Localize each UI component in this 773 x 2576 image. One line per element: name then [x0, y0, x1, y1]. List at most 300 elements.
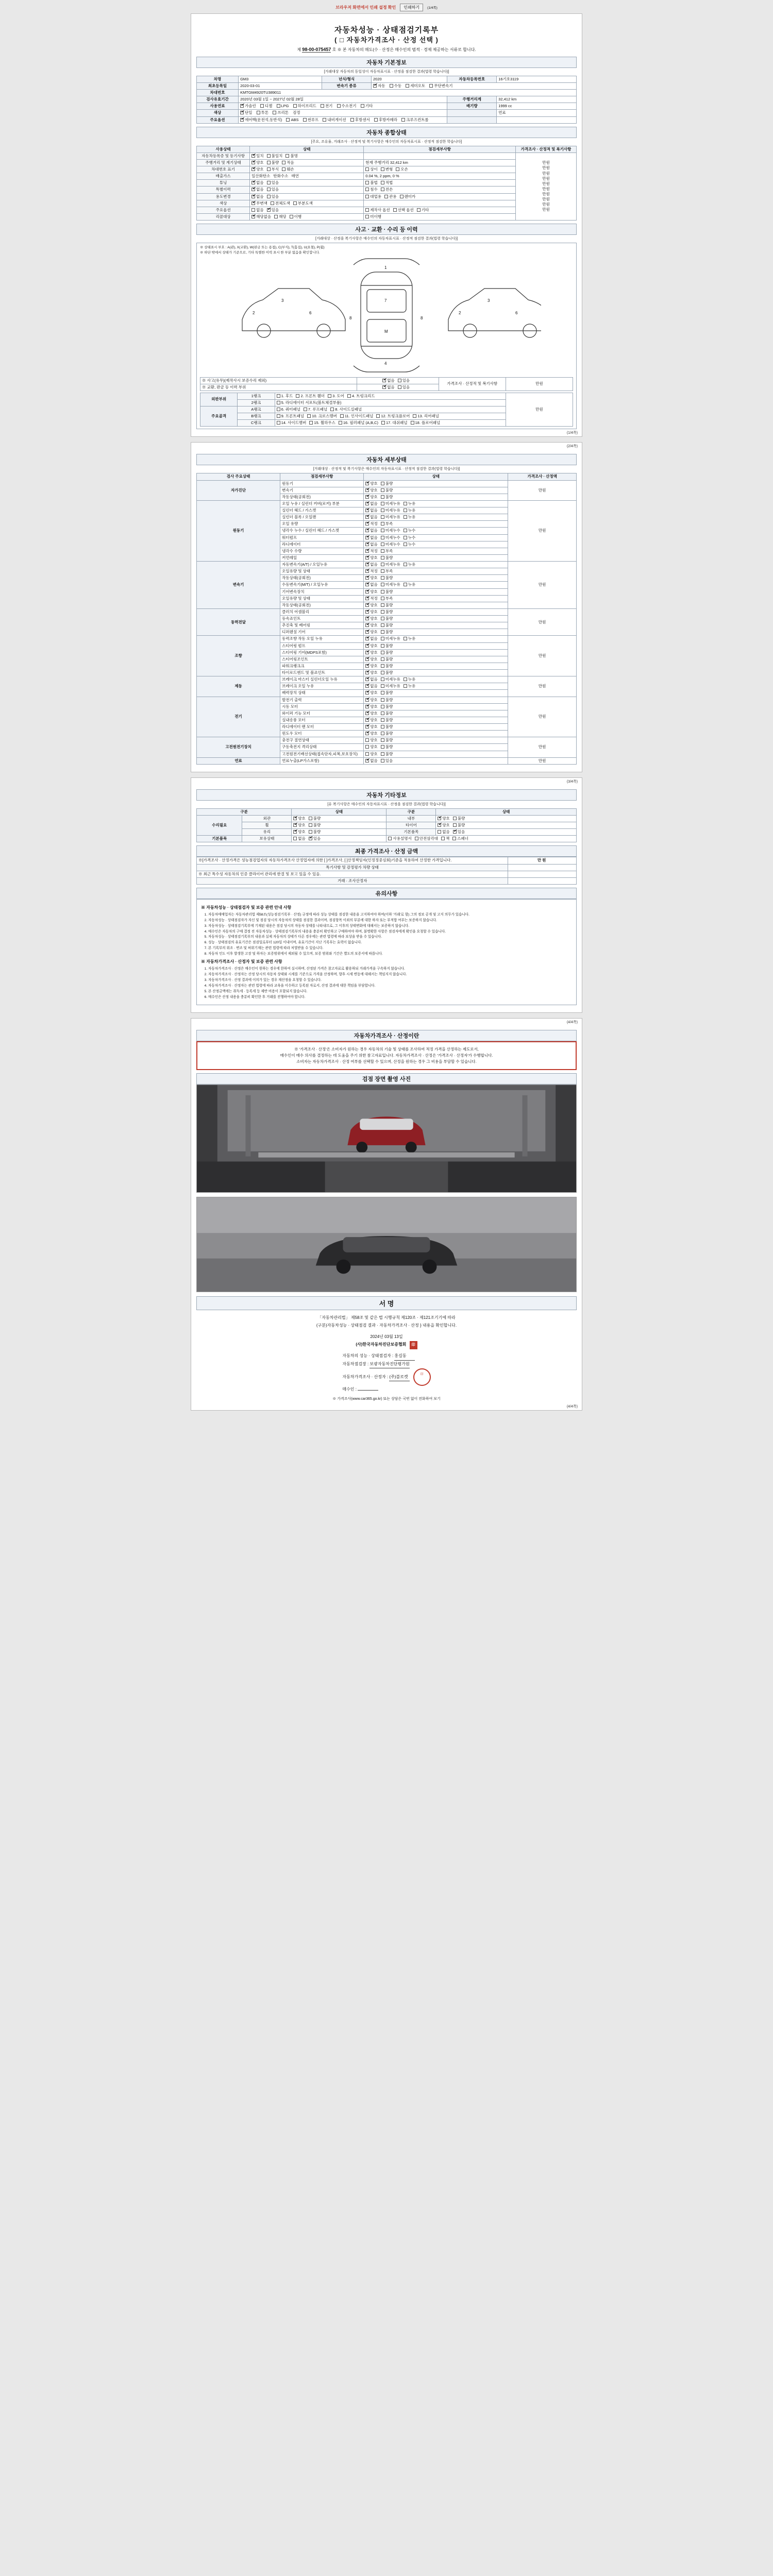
check-manual[interactable]: 수동	[390, 83, 402, 88]
check-good[interactable]: ✔ 양호	[365, 616, 378, 621]
check-select[interactable]: 선택 옵션	[393, 208, 414, 212]
check-good[interactable]: ✔ 양호	[365, 664, 378, 668]
check-match[interactable]: ✔ 일치	[251, 154, 264, 158]
check-leak[interactable]: 누유	[404, 501, 416, 506]
check-side-sill[interactable]: 8. 사이드실패널	[330, 407, 362, 412]
check-seep[interactable]: 미세누수	[381, 542, 400, 547]
check-seep[interactable]: 미세누수	[381, 528, 400, 533]
insp-valid-value: 2020년 03월 1일 ~ 2027년 02월 28일	[239, 96, 447, 103]
check-bad[interactable]: 불량	[381, 731, 393, 736]
check-bad[interactable]: 불량	[453, 816, 465, 821]
check-none[interactable]: ✔ 없음	[365, 582, 378, 587]
check-na[interactable]: ✔ 해당없음	[251, 214, 271, 219]
item-status	[364, 541, 508, 548]
check-none[interactable]: 없음	[293, 836, 306, 841]
doc-title-line2: ( □ 자동차가격조사 · 산정 선택 )	[334, 36, 439, 44]
check-yes[interactable]: ✔ 있음	[309, 836, 321, 841]
displacement-value: 1999 cc	[497, 103, 577, 110]
check-good[interactable]: ✔ 양호	[293, 829, 306, 834]
check-bad[interactable]: 불량	[381, 616, 393, 621]
check-bad[interactable]: 불량	[381, 630, 393, 634]
check-rearcam[interactable]: 후방카메라	[374, 117, 397, 122]
check-three-tone[interactable]: 쓰리톤	[273, 110, 289, 115]
item-status	[364, 757, 508, 764]
svg-text:6: 6	[309, 310, 312, 315]
check-good[interactable]: ✔ 양호	[365, 731, 378, 736]
check-low[interactable]: 부족	[381, 549, 393, 553]
check-good[interactable]: ✔ 양호	[365, 724, 378, 729]
inspection-photo-1	[196, 1084, 577, 1193]
item-main: 냉각수 누수	[282, 528, 302, 533]
check-good[interactable]: ✔ 양호	[438, 823, 450, 827]
check-bad[interactable]: 불량	[381, 698, 393, 702]
check-leak[interactable]: 누유	[404, 582, 416, 587]
sign-row-label: 자동차점검장	[342, 1361, 366, 1366]
item-label: 연료누출(LP가스포함)	[280, 757, 364, 764]
check-none[interactable]: ✔ 없음	[365, 684, 378, 688]
check-fullpaint[interactable]: 전체도색	[271, 201, 290, 206]
page-title	[196, 25, 577, 45]
table-row	[197, 110, 577, 116]
check-flood[interactable]: 침수	[365, 187, 378, 192]
photo-2-graphic	[197, 1197, 576, 1292]
item-label: 워터펌프	[280, 534, 364, 541]
check-illegal[interactable]: 불법	[365, 180, 378, 185]
item-label: 클러치 어셈블리	[280, 608, 364, 615]
check-bad[interactable]: 불량	[453, 823, 465, 827]
check-door[interactable]: 3. 도어	[328, 394, 344, 398]
check-yes[interactable]: 있음	[267, 180, 279, 185]
color-label: 색상	[197, 110, 239, 116]
check-bad[interactable]: 불량	[381, 704, 393, 709]
option-note-label	[447, 110, 497, 116]
check-seep[interactable]: 미세누유	[381, 582, 400, 587]
check-good[interactable]: ✔ 양호	[365, 481, 378, 486]
check-none[interactable]: ✔ 없음	[365, 562, 378, 567]
check-none[interactable]: ✔ 없음	[365, 677, 378, 682]
check-good[interactable]: ✔ 양호	[365, 488, 378, 493]
check-good[interactable]: ✔ 양호	[365, 589, 378, 594]
item-label: 스티어링조인트	[280, 656, 364, 663]
list-item: 1. 자동차매매업자는 자동차관리법 제58조(성능점검기록부 · 산정) 규정에 따라 성능 상태를 점검한 내용을 고지하여야 하며(이하 '거래'로 함) 그의 정보 공개 및 고지 의무가 있습니다.	[208, 912, 572, 918]
group-engine: 원동기	[197, 500, 280, 561]
check-bad[interactable]: 불량	[267, 160, 279, 165]
company-stamp: 印	[410, 1341, 417, 1350]
lbl-smoke: 매연	[291, 174, 299, 179]
accident-note-1: ※ 상태표시 부호 : A(관), X(교환), W(판금 또는 용접), C(부식), T(흠집), U(요철), P(휨)	[200, 246, 325, 250]
check-none[interactable]: ✔ 없음	[365, 508, 378, 513]
row-detail: 현재 주행거리 32,412 km	[364, 159, 516, 166]
check-yes[interactable]: 있음	[267, 194, 279, 199]
check-none[interactable]: ✔ 없음	[365, 528, 378, 533]
check-leak[interactable]: 누유	[404, 562, 416, 567]
check-good[interactable]: ✔ 양호	[365, 690, 378, 695]
check-good[interactable]: ✔ 양호	[365, 711, 378, 716]
check-bad[interactable]: 불량	[381, 738, 393, 742]
item-status	[364, 622, 508, 629]
check-good[interactable]: ✔ 양호	[365, 657, 378, 662]
check-good[interactable]: ✔ 양호	[251, 167, 264, 172]
table-row	[197, 608, 577, 615]
check-cvt[interactable]: 무단변속기	[429, 83, 452, 88]
check-good[interactable]: ✔ 양호	[365, 698, 378, 702]
check-legal[interactable]: 적법	[381, 180, 393, 185]
check-none[interactable]: ✔ 없음	[365, 636, 378, 641]
check-stain[interactable]: 오손	[396, 167, 408, 172]
check-totalloss[interactable]: 전손	[381, 187, 393, 192]
group-hv-electric: 고전원전기장치	[197, 737, 280, 757]
check-bad[interactable]: 불량	[381, 718, 393, 722]
check-bad[interactable]: 불량	[381, 670, 393, 675]
page-4-number-top: (4/4쪽)	[566, 1021, 578, 1025]
check-bad[interactable]: 불량	[381, 589, 393, 594]
total-state-table	[196, 146, 577, 221]
table-row	[197, 871, 577, 877]
page-3	[191, 777, 582, 1013]
options-checks	[239, 116, 447, 123]
check-good[interactable]: ✔ 양호	[365, 609, 378, 614]
check-yes[interactable]: ✔ 있음	[267, 208, 279, 212]
check-gov[interactable]: 관용	[384, 194, 397, 199]
row-label: 색상	[197, 200, 250, 207]
check-bad[interactable]: 불량	[381, 711, 393, 716]
row-detail	[364, 180, 516, 187]
row-checks	[250, 207, 364, 213]
check-bad[interactable]: 불량	[381, 664, 393, 668]
check-seep[interactable]: 미세누유	[381, 684, 400, 688]
item-label: 기어변속장치	[280, 588, 364, 595]
check-bad[interactable]: 불량	[381, 623, 393, 628]
page-1	[191, 13, 582, 437]
item-label: 냉각수 수량	[280, 548, 364, 554]
check-partpaint[interactable]: 부분도색	[293, 201, 313, 206]
check-good[interactable]: 양호	[365, 738, 378, 742]
check-mismatch[interactable]: 불일치	[267, 154, 283, 158]
check-leak[interactable]: 누유	[404, 508, 416, 513]
row-label: 특별이력	[197, 187, 250, 193]
check-bad[interactable]: 불량	[381, 575, 393, 580]
row-state-2	[386, 836, 577, 842]
print-warning: 브라우저 화면에서 인쇄 설정 확인	[335, 5, 396, 10]
check-none[interactable]: ✔ 없음	[365, 542, 378, 547]
plate-value: 16기호3119	[497, 76, 577, 82]
check-radiator-support[interactable]: 5. 라디에이터 서포트(볼트체결부품)	[277, 400, 342, 405]
item-status	[364, 582, 508, 588]
item-status	[364, 737, 508, 744]
item-status	[364, 602, 508, 608]
check-none[interactable]: ✔ 없음	[365, 501, 378, 506]
check-manual[interactable]: 사용설명서	[388, 836, 411, 841]
rank-2-items	[275, 399, 506, 406]
check-two-tone[interactable]: 투톤	[257, 110, 269, 115]
item-label: 브레이크 오일 누유	[280, 683, 364, 690]
section-sign-title: 서 명	[196, 1296, 577, 1310]
check-good[interactable]: ✔ 양호	[251, 160, 264, 165]
check-seep[interactable]: 미세누수	[381, 535, 400, 540]
item-sub: 실린더 커버(로커) 부분	[301, 501, 340, 506]
check-spanner[interactable]: 스패너	[452, 836, 468, 841]
item-label: 충전구 절연상태	[280, 737, 364, 744]
section-total-caption: [주요, 조유율, 거래조사 · 산정적 및 복기사항은 매수인의 자동차표시표 · 산정적 점검한 학습니다]	[311, 140, 462, 144]
check-yes[interactable]: 있음	[398, 385, 410, 389]
check-leak[interactable]: 누수	[404, 535, 416, 540]
check-seep[interactable]: 미세누유	[381, 508, 400, 513]
basic-info-table	[196, 76, 577, 124]
check-etc[interactable]: 기타	[417, 208, 429, 212]
check-good[interactable]: ✔ 양호	[365, 630, 378, 634]
check-good[interactable]: ✔ 양호	[365, 575, 378, 580]
check-bad[interactable]: 불량	[381, 643, 393, 648]
check-yes[interactable]: 있음	[381, 758, 393, 763]
accident-price-value: 만원	[506, 377, 573, 391]
check-unknown[interactable]: 불명	[285, 154, 298, 158]
check-leak[interactable]: 누유	[404, 684, 416, 688]
row-label: 리콜대상	[197, 213, 250, 220]
check-bad[interactable]: 불량	[381, 481, 393, 486]
item-label: 브레이크 마스터 실린더오일 누유	[280, 676, 364, 683]
item-label: 스티어링 기어(MDPS포함)	[280, 649, 364, 656]
check-good[interactable]: ✔ 양호	[365, 718, 378, 722]
check-leak[interactable]: 누유	[404, 515, 416, 519]
notice-box	[196, 899, 577, 1005]
check-bad[interactable]: 불량	[381, 744, 393, 749]
check-good[interactable]: ✔ 양호	[365, 704, 378, 709]
table-row	[197, 562, 577, 568]
check-navi[interactable]: 내비게이션	[323, 117, 346, 122]
check-single-color[interactable]: ✔ 단일	[240, 110, 253, 115]
check-good[interactable]: 양호	[365, 752, 378, 756]
check-front-fender[interactable]: 2. 프론트 휀더	[296, 394, 325, 398]
fuel-checks	[239, 103, 447, 110]
group-repair-needed: 수리필요	[197, 815, 242, 835]
check-abs[interactable]: ABS	[286, 117, 298, 122]
check-low[interactable]: 적음	[282, 160, 294, 165]
check-nochange[interactable]: ✔ 무변색	[251, 201, 267, 206]
th-main-state: 검사 주요상태	[197, 473, 280, 480]
group-basic-items: 기본품목	[197, 836, 242, 842]
check-quarter-panel[interactable]: 6. 쿼터패널	[277, 407, 300, 412]
check-low[interactable]: 부족	[381, 569, 393, 573]
year-type-label: 년식/형식	[322, 76, 372, 82]
item-status	[364, 487, 508, 494]
row-label-1: 휠	[242, 822, 292, 829]
rank-A-items	[275, 406, 506, 413]
row-state-2	[436, 829, 577, 836]
th-state-1: 상태	[292, 808, 386, 815]
check-rental[interactable]: 렌터카	[400, 194, 416, 199]
item-status	[364, 744, 508, 751]
check-deform[interactable]: 변형	[381, 167, 393, 172]
check-applies[interactable]: 해당	[274, 214, 287, 219]
check-h2[interactable]: 수소전기	[337, 104, 357, 108]
check-none[interactable]: ✔ 없음	[251, 187, 264, 192]
check-bad[interactable]: 불량	[381, 495, 393, 499]
check-good[interactable]: ✔ 양호	[438, 816, 450, 821]
check-proper[interactable]: ✔ 적정	[365, 549, 378, 553]
check-hood[interactable]: 1. 후드	[277, 394, 293, 398]
special-note-value	[508, 864, 577, 871]
list-item: 7. 본 기록부의 위조 · 변조 및 허위기재는 관련 법령에 따라 처벌받을 수 있습니다.	[208, 946, 572, 951]
check-bad[interactable]: 불량	[381, 724, 393, 729]
notice-list-2	[208, 967, 572, 999]
table-row	[197, 836, 577, 842]
row-label-2: 기본품목	[386, 829, 436, 836]
check-seep[interactable]: 미세누유	[381, 677, 400, 682]
check-seep[interactable]: 미세누유	[381, 562, 400, 567]
price-cell: 만원	[508, 480, 577, 500]
check-leak[interactable]: 누유	[404, 636, 416, 641]
check-sunroof[interactable]: 썬루프	[303, 117, 319, 122]
check-oem[interactable]: 제작사 옵션	[365, 208, 390, 212]
check-none[interactable]: ✔ 없음	[365, 515, 378, 519]
check-seep[interactable]: 미세누유	[381, 501, 400, 506]
caution-line-1: ※ '가격조사 · 산정'은 소비자가 원하는 경우 자동차의 기술 및 상태를 조사하여 적정 가격을 산정하는 제도로서,	[294, 1047, 479, 1052]
check-seep[interactable]: 미세누유	[381, 515, 400, 519]
th-price: 가격조사 · 산정액	[508, 473, 577, 480]
check-wheel-house[interactable]: 15. 휠하우스	[309, 420, 335, 425]
check-diesel[interactable]: 디젤	[260, 104, 273, 108]
sign-row: 자동차점검장 : 보광자동차진단평가원	[342, 1361, 430, 1368]
section-price-title: 최종 가격조사 · 산정 금액	[196, 845, 577, 857]
item-label: 배력장치 상태	[280, 690, 364, 697]
check-low[interactable]: 부족	[381, 596, 393, 601]
check-none[interactable]: ✔ 없음	[382, 378, 395, 383]
item-label: 구동축전지 격리상태	[280, 744, 364, 751]
check-bad[interactable]: 불량	[381, 650, 393, 655]
declaration-line-2: (구분)자동차성능 · 상태점검 결과 · 자동차가격조사 · 산정 } 내용을 확인합니다.	[316, 1323, 457, 1328]
check-hybrid[interactable]: 하이브리드	[293, 104, 316, 108]
check-front-panel[interactable]: 9. 프론트패널	[277, 414, 305, 418]
notice-heading-1: ※ 자동차성능 · 상태점검자 및 보증 관련 안내 사항	[201, 905, 292, 910]
check-good[interactable]: ✔ 양호	[293, 823, 306, 827]
check-yes[interactable]: ✔ 있음	[453, 829, 465, 834]
vin-value: KMTGM4920TU389011	[239, 90, 577, 96]
check-floor-panel[interactable]: 18. 플로어패널	[411, 420, 441, 425]
check-proper[interactable]: ✔ 적정	[365, 521, 378, 526]
th-detail: 점검세부사항	[364, 146, 516, 152]
check-yes[interactable]: 있음	[398, 378, 410, 383]
check-yes[interactable]: 있음	[267, 187, 279, 192]
check-leak[interactable]: 누수	[404, 528, 416, 533]
list-item: 4. 자동차가격조사 · 산정자는 관련 법령에 따라 교육을 이수하고 등록된 자로서, 산정 결과에 대한 책임을 부담합니다.	[208, 984, 572, 989]
check-good[interactable]: ✔ 양호	[365, 603, 378, 607]
check-lpg[interactable]: LPG	[277, 104, 289, 108]
check-good[interactable]: ✔ 양호	[365, 555, 378, 560]
check-none[interactable]: 없음	[438, 829, 450, 834]
check-good[interactable]: ✔ 양호	[293, 816, 306, 821]
check-none[interactable]: ✔ 없음	[382, 385, 395, 389]
section-etc-caption: [유 복기사항은 매수인의 자동차표시표 · 산정을 점검한 결과(법령 학습니다)]	[327, 802, 446, 806]
check-trunk-lid[interactable]: 4. 트렁크리드	[347, 394, 375, 398]
check-bad[interactable]: 불량	[381, 603, 393, 607]
check-proper[interactable]: ✔ 적정	[365, 596, 378, 601]
check-none[interactable]: ✔ 없음	[251, 194, 264, 199]
item-status	[364, 724, 508, 731]
check-good[interactable]: ✔ 양호	[365, 670, 378, 675]
item-label: 발전기 출력	[280, 697, 364, 703]
check-bad[interactable]: 불량	[309, 823, 321, 827]
check-seep[interactable]: 미세누유	[381, 636, 400, 641]
check-rear-panel[interactable]: 13. 리어패널	[413, 414, 439, 418]
item-status	[364, 697, 508, 703]
check-done[interactable]: 이행	[290, 214, 302, 219]
check-damage[interactable]: 훼손	[282, 167, 294, 172]
check-auto[interactable]: ✔ 자동	[373, 83, 385, 88]
check-notdone[interactable]: 미이행	[365, 214, 381, 219]
item-status	[364, 717, 508, 723]
check-pillar-panel[interactable]: 16. 필러패널 (A,B,C)	[339, 420, 378, 425]
check-leak[interactable]: 누수	[404, 542, 416, 547]
check-good[interactable]: ✔ 양호	[365, 495, 378, 499]
check-none[interactable]: ✔ 없음	[251, 180, 264, 185]
check-bad[interactable]: 불량	[309, 816, 321, 821]
check-inside-panel[interactable]: 11. 인사이드패널	[340, 414, 373, 418]
row-checks	[250, 187, 364, 193]
check-bad[interactable]: 불량	[381, 657, 393, 662]
check-good[interactable]: ✔ 양호	[365, 650, 378, 655]
check-none[interactable]: ✔ 없음	[365, 758, 378, 763]
simple-checks	[357, 384, 439, 391]
check-rearsensor[interactable]: 후방센서	[350, 117, 370, 122]
check-none[interactable]: 없음	[251, 208, 264, 212]
inspection-photo-2	[196, 1197, 577, 1292]
check-none[interactable]: ✔ 없음	[365, 535, 378, 540]
simple-question: ※ 교환, 판금 등 이력 부위	[200, 384, 357, 391]
check-proper[interactable]: ✔ 적정	[365, 569, 378, 573]
check-leak[interactable]: 누유	[404, 677, 416, 682]
check-bad[interactable]: 불량	[381, 690, 393, 695]
print-button[interactable]: 인쇄하기	[400, 4, 423, 11]
check-bad[interactable]: 불량	[381, 609, 393, 614]
check-rust[interactable]: 부식	[267, 167, 279, 172]
check-good[interactable]: 양호	[365, 744, 378, 749]
check-bad[interactable]: 불량	[309, 829, 321, 834]
check-business[interactable]: 대업용	[365, 194, 381, 199]
check-roof-panel[interactable]: 7. 루프패널	[304, 407, 327, 412]
row-label: 차대번호 표기	[197, 166, 250, 173]
check-semiauto[interactable]: 세미오토	[406, 83, 425, 88]
check-etc[interactable]: 기타	[361, 104, 373, 108]
row-label-1: 보유상태	[242, 836, 292, 842]
color-value: 검정	[293, 110, 300, 115]
check-bad[interactable]: 불량	[381, 752, 393, 756]
check-cruise[interactable]: 크루즈컨트롤	[401, 117, 428, 122]
item-status	[364, 548, 508, 554]
check-cross-member[interactable]: 10. 크로스멤버	[307, 414, 337, 418]
group-outer: 외판부위	[200, 393, 238, 406]
check-good[interactable]: ✔ 양호	[365, 643, 378, 648]
sign-row-label: 매수인	[342, 1386, 355, 1392]
check-diff[interactable]: 상이	[365, 167, 378, 172]
item-status	[364, 703, 508, 710]
check-dash-panel[interactable]: 17. 대쉬패널	[381, 420, 408, 425]
check-gasoline[interactable]: ✔ 가솔린	[240, 104, 256, 108]
item-status	[364, 521, 508, 528]
options-spacer	[447, 116, 497, 123]
check-good[interactable]: ✔ 양호	[365, 623, 378, 628]
check-trunk-floor[interactable]: 12. 트렁크플로어	[376, 414, 410, 418]
check-airbag[interactable]: ✔ 에어백(운전석,동반석)	[240, 117, 282, 122]
check-low[interactable]: 부족	[381, 521, 393, 526]
check-jack[interactable]: 잭	[441, 836, 449, 841]
check-side-member[interactable]: 14. 사이드멤버	[277, 420, 307, 425]
check-ev[interactable]: 전기	[321, 104, 333, 108]
check-bad[interactable]: 불량	[381, 555, 393, 560]
check-triangle[interactable]: 안전삼각대	[415, 836, 438, 841]
check-bad[interactable]: 불량	[381, 488, 393, 493]
group-electric: 전기	[197, 697, 280, 737]
year-type-value: 2020	[371, 76, 447, 82]
